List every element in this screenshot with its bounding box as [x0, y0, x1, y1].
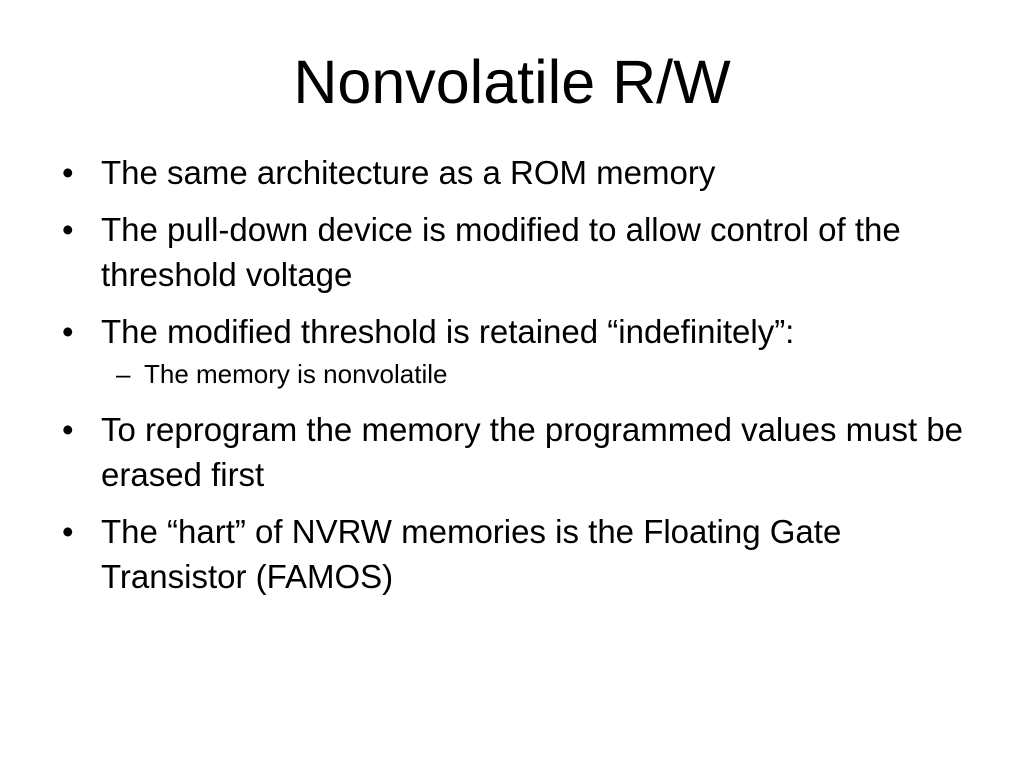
bullet-text: The modified threshold is retained “indefinitely”: [101, 313, 795, 350]
bullet-marker: • [62, 513, 74, 550]
bullet-marker: • [62, 154, 74, 191]
bullet-list [56, 150, 976, 611]
sub-bullet-text: The memory is nonvolatile [144, 359, 448, 389]
bullet-text: To reprogram the memory the programmed values must be erased first [101, 411, 964, 493]
bullet-item [56, 207, 976, 297]
bullet-marker: • [62, 411, 74, 448]
bullet-text: The same architecture as a ROM memory [101, 154, 716, 191]
bullet-text: The “hart” of NVRW memories is the Floating Gate Transistor (FAMOS) [101, 513, 842, 595]
bullet-text: The pull-down device is modified to allow control of the threshold voltage [101, 211, 901, 293]
bullet-item [56, 309, 976, 354]
sub-bullet-marker: – [116, 359, 131, 389]
bullet-item [56, 407, 976, 497]
bullet-marker: • [62, 211, 74, 248]
bullet-item [56, 150, 976, 195]
bullet-item [56, 509, 976, 599]
slide-title: Nonvolatile R/W [293, 48, 731, 116]
bullet-marker: • [62, 313, 74, 350]
sub-bullet-item [56, 356, 976, 392]
